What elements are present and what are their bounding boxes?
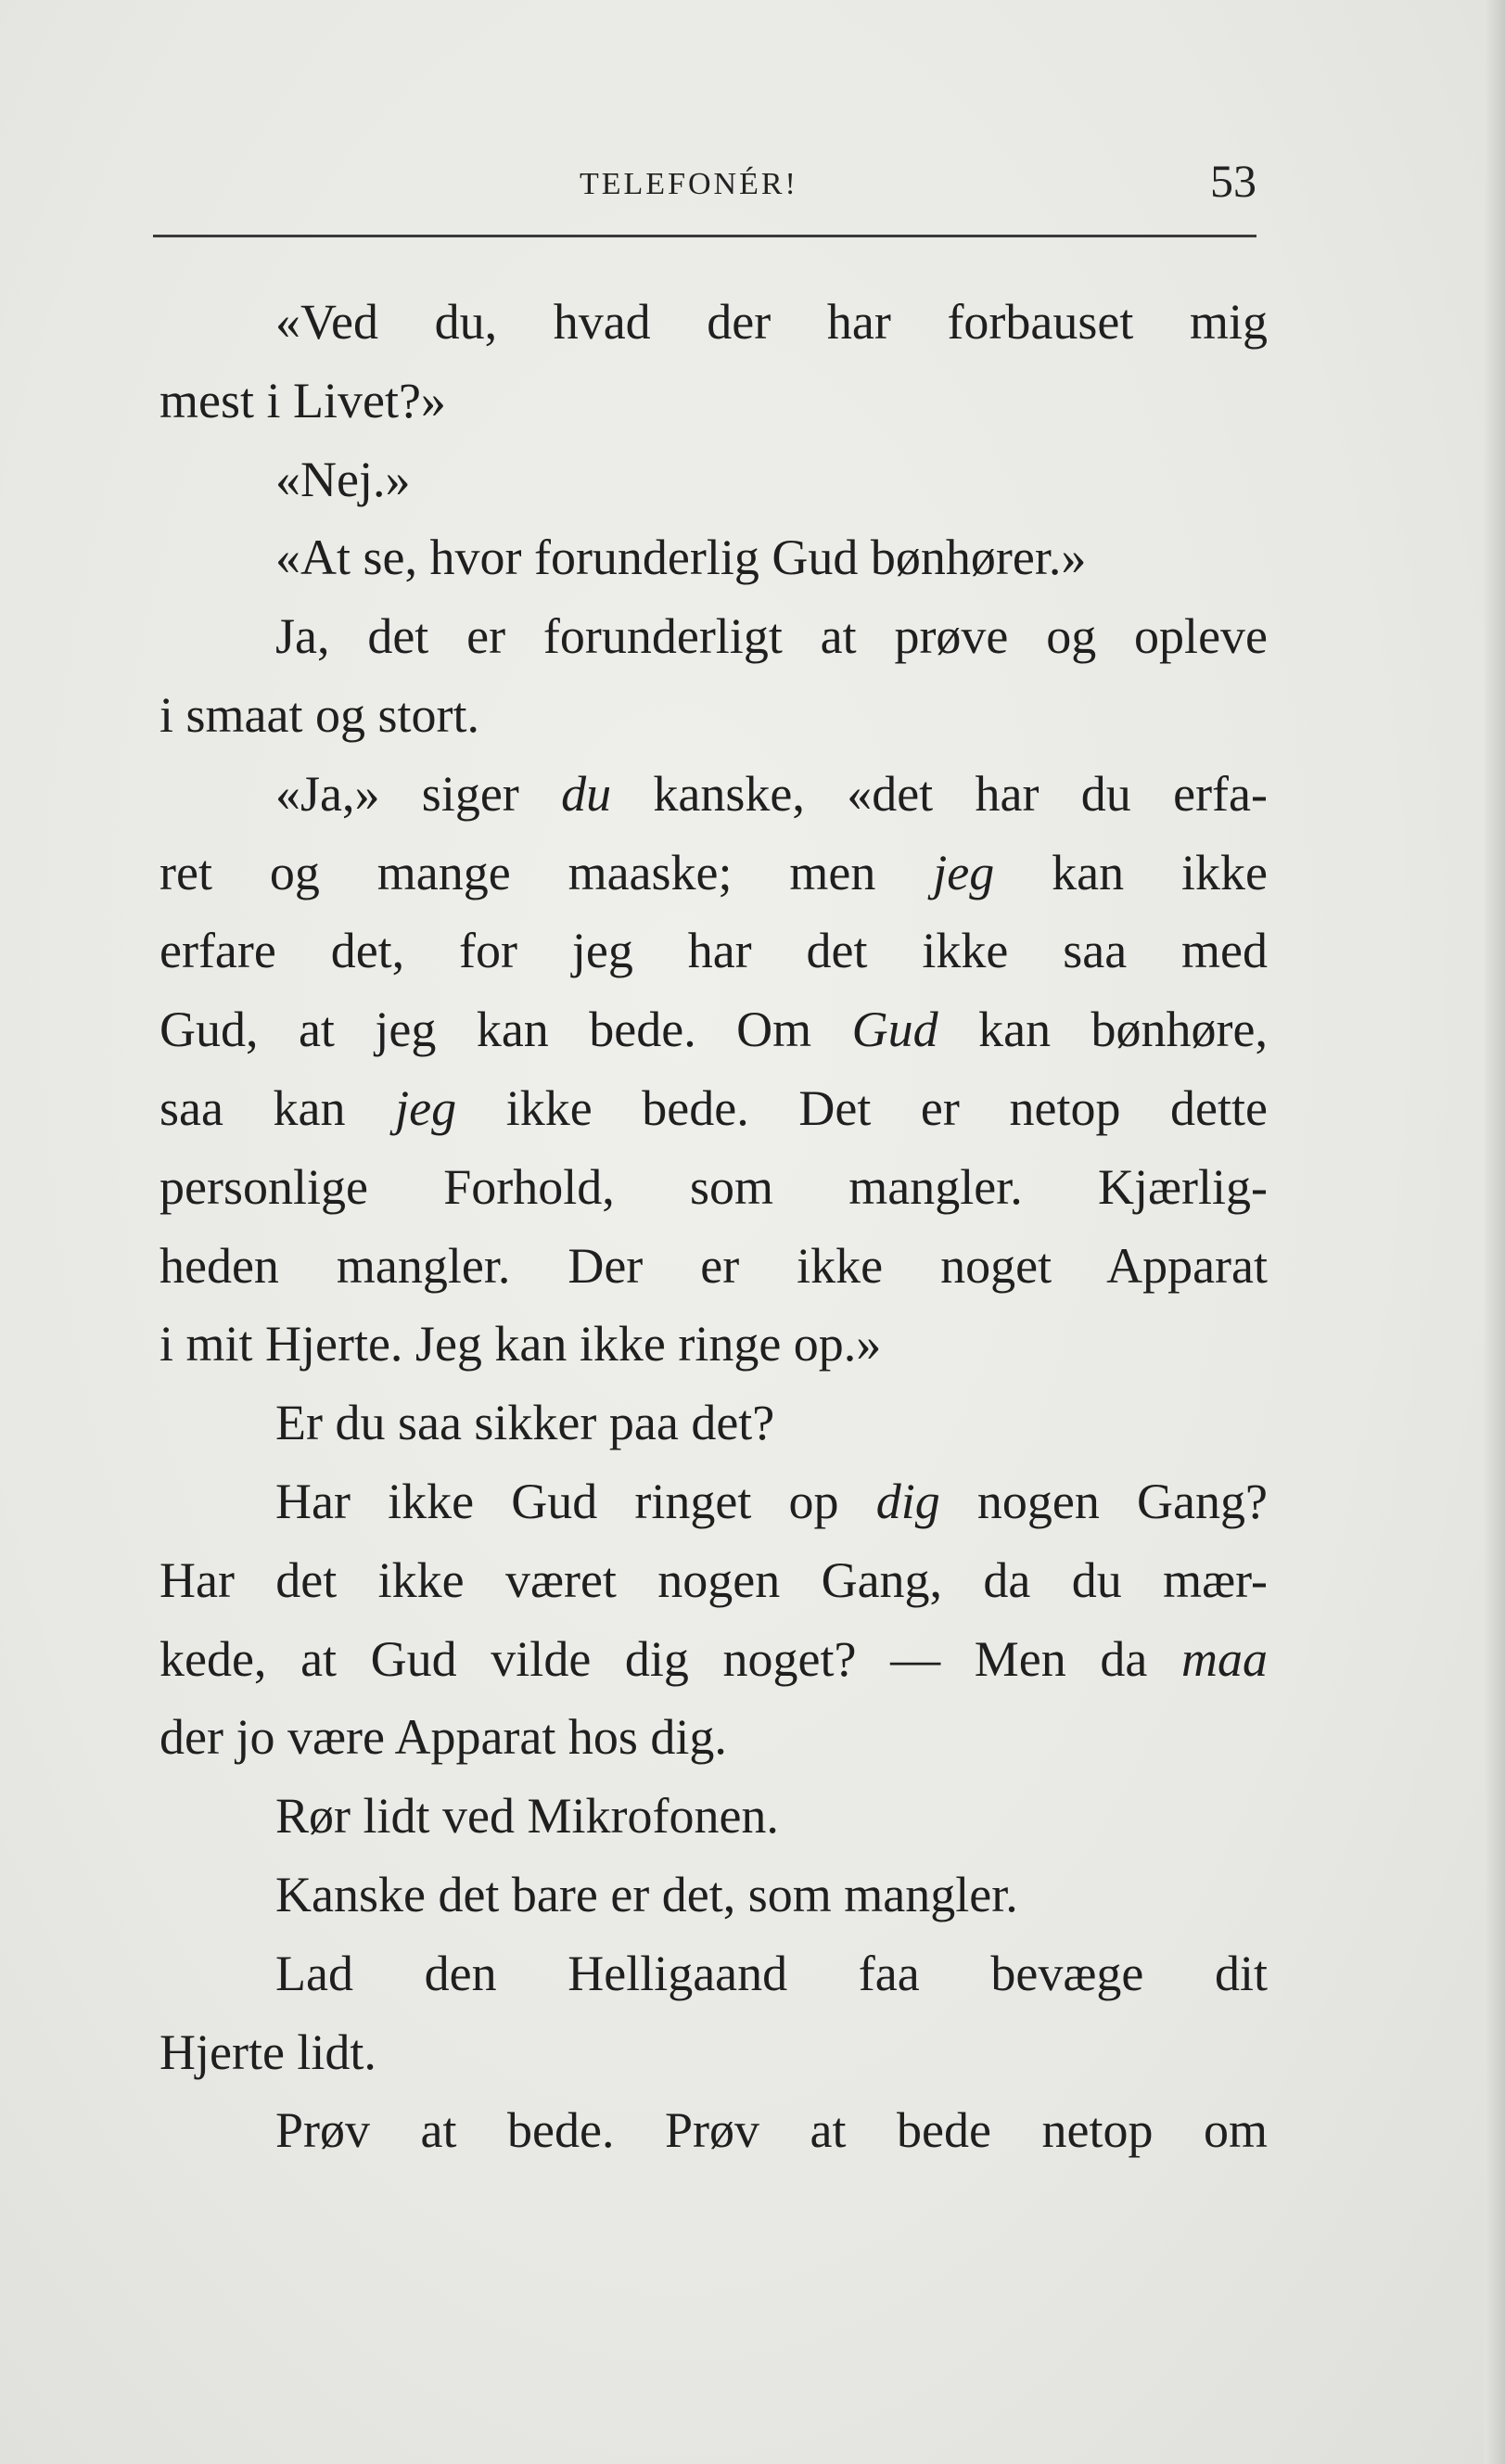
text-line: «Ved du, hvad der har forbauset mig [275,294,1268,350]
text-line: Hjerte lidt. [159,2024,376,2080]
text-line: «At se, hvor forunderlig Gud bønhører.» [275,530,1087,586]
text-line: personlige Forhold, som mangler. Kjærlig- [159,1158,1268,1215]
page-number: 53 [1210,155,1256,207]
text-line: Ja, det er forunderligt at prøve og opleve [275,608,1268,665]
running-head: TELEFONÉR! [580,167,798,201]
text-line: Kanske det bare er det, som mangler. [275,1866,1018,1922]
text-line: saa kan jeg ikke bede. Det er netop dette [159,1079,1268,1136]
text-line: Er du saa sikker paa det? [275,1395,775,1451]
page-edge-shadow [1485,0,1505,2464]
text-line: kede, at Gud vilde dig noget? — Men da maa [159,1630,1268,1687]
text-line: Har ikke Gud ringet op dig nogen Gang? [275,1473,1268,1529]
page-header [153,156,1256,211]
header-rule [153,235,1256,237]
text-line: Prøv at bede. Prøv at bede netop om [275,2102,1268,2159]
body-text [159,283,1268,2170]
text-line: i smaat og stort. [159,686,479,743]
text-line: «Ja,» siger du kanske, «det har du erfa- [275,765,1268,822]
text-line: i mit Hjerte. Jeg kan ikke ringe op.» [159,1316,882,1372]
text-line: Rør lidt ved Mikrofonen. [275,1788,779,1845]
text-line: Gud, at jeg kan bede. Om Gud kan bønhøre, [159,1002,1269,1058]
text-line: Har det ikke været nogen Gang, da du mær- [159,1551,1268,1608]
text-line: «Nej.» [275,451,411,507]
text-line: heden mangler. Der er ikke noget Apparat [159,1237,1268,1294]
text-line: der jo være Apparat hos dig. [159,1709,727,1766]
text-line: erfare det, for jeg har det ikke saa med [159,923,1268,979]
text-line: Lad den Helligaand faa bevæge dit [275,1945,1268,2001]
text-line: mest i Livet?» [159,372,446,428]
text-line: ret og mange maaske; men jeg kan ikke [159,844,1268,900]
